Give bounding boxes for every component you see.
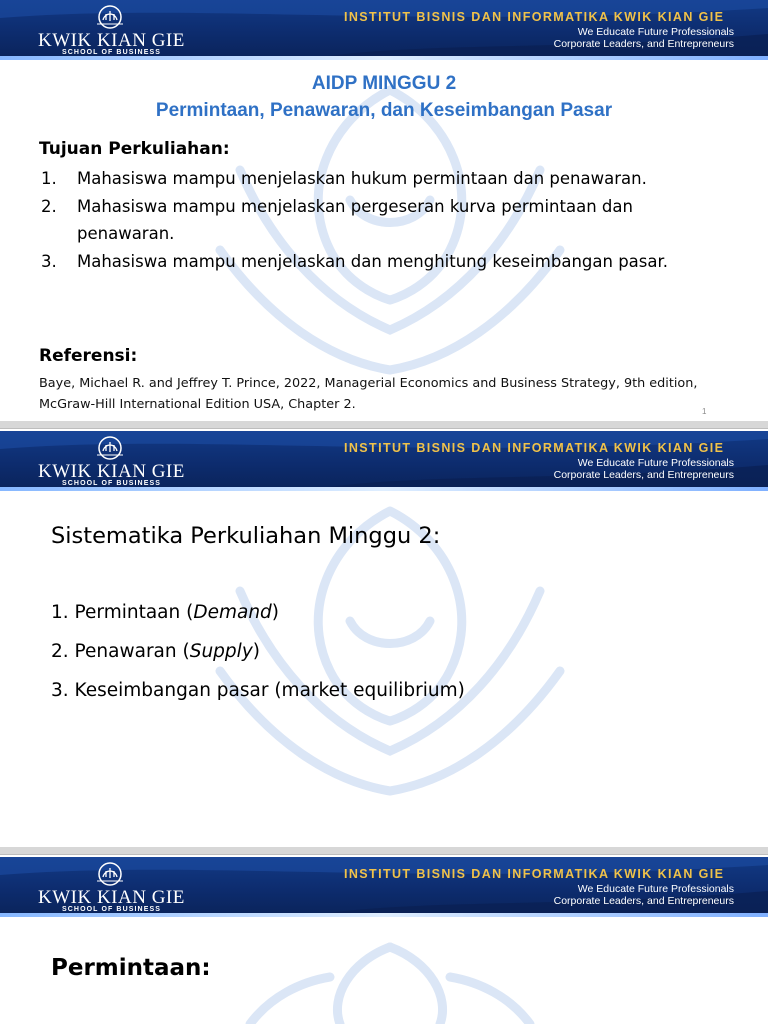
slide-title: Permintaan: [51, 955, 211, 981]
page-number: 1 [702, 407, 707, 416]
tagline-line-1: We Educate Future Professionals [577, 883, 734, 895]
goal-item: 3. Mahasiswa mampu menjelaskan dan menghitung keseimbangan pasar. [41, 251, 669, 271]
goal-item: 2. Mahasiswa mampu menjelaskan pergeseran kurva permintaan dan penawaran. [41, 196, 633, 243]
goals-heading: Tujuan Perkuliahan: [39, 139, 230, 159]
slide-3 [0, 847, 768, 1024]
school-emblem-icon [93, 4, 127, 30]
brand-subtitle: SCHOOL OF BUSINESS [62, 906, 162, 913]
brand-name: KWIK KIAN GIE [38, 30, 185, 51]
school-emblem-icon [93, 435, 127, 461]
agenda-item: 3. Keseimbangan pasar (market equilibrium) [51, 680, 465, 701]
slide-1 [0, 0, 768, 421]
brand-name: KWIK KIAN GIE [38, 461, 185, 482]
tagline-line-2: Corporate Leaders, and Entrepreneurs [553, 469, 734, 481]
goal-item: 1. Mahasiswa mampu menjelaskan hukum permintaan dan penawaran. [41, 169, 647, 188]
goals-list [39, 165, 719, 275]
reference-text: Baye, Michael R. and Jeffrey T. Prince, 2022, Managerial Economics and Business Strategy, 9th edition, McGraw-Hill International Edition USA, Chapter 2. [39, 376, 698, 412]
institution-name: INSTITUT BISNIS DAN INFORMATIKA KWIK KIAN GIE [344, 10, 725, 24]
slide-subtitle: Permintaan, Penawaran, dan Keseimbangan Pasar [155, 100, 613, 121]
tagline-line-1: We Educate Future Professionals [577, 457, 734, 469]
tagline-line-1: We Educate Future Professionals [577, 26, 734, 38]
school-emblem-icon [93, 861, 127, 887]
agenda-item: 1. Permintaan (Demand) [51, 602, 280, 623]
slide-2 [0, 421, 768, 847]
institution-name: INSTITUT BISNIS DAN INFORMATIKA KWIK KIAN GIE [344, 441, 725, 455]
brand-subtitle: SCHOOL OF BUSINESS [62, 480, 162, 487]
agenda-list [51, 593, 465, 710]
brand-subtitle: SCHOOL OF BUSINESS [62, 49, 162, 56]
slide-title: AIDP MINGGU 2 [311, 73, 457, 94]
tagline-line-2: Corporate Leaders, and Entrepreneurs [553, 895, 734, 907]
watermark-emblem [180, 847, 600, 1024]
tagline-line-2: Corporate Leaders, and Entrepreneurs [553, 38, 734, 50]
reference-heading: Referensi: [39, 346, 138, 366]
slide-title: Sistematika Perkuliahan Minggu 2: [51, 523, 441, 549]
brand-name: KWIK KIAN GIE [38, 887, 185, 908]
agenda-item: 2. Penawaran (Supply) [51, 641, 260, 662]
institution-name: INSTITUT BISNIS DAN INFORMATIKA KWIK KIAN GIE [344, 867, 725, 881]
